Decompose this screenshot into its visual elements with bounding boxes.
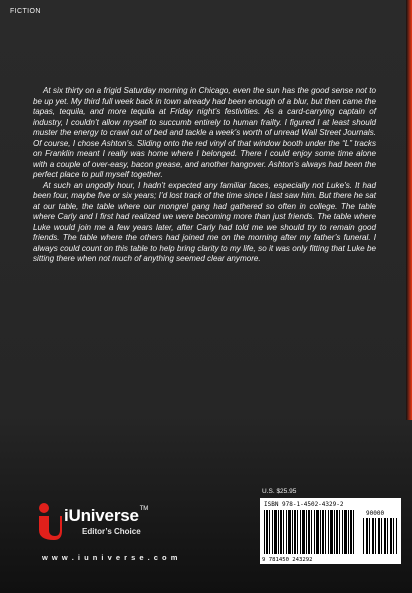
category-label: FICTION (10, 8, 41, 15)
back-cover-blurb (33, 86, 376, 265)
iuniverse-logo-icon (36, 502, 62, 540)
barcode-bars (264, 510, 356, 554)
red-edge-accent (406, 0, 412, 420)
publisher-logo (36, 498, 176, 548)
blurb-paragraph-1: At six thirty on a frigid Saturday morning in Chicago, even the sun has the good sense not to be up yet. My third full week back in town already had been enough of a blur, but then came the tapas, tequila, and more tequila at Friday night’s festivities. As a card-carrying captain of industry, I couldn’t allow myself to succumb entirely to human frailty. I figured I at least should muster the energy to crawl out of bed and tackle a week’s worth of unread Wall Street Journals. Of course, I chose Ashton’s. Sliding onto the red vinyl of that window booth under the “L” tracks on Franklin meant I really was home where I belonged. There I could enjoy some time alone with a couple of over-easy, bacon grease, and another hangover. Ashton’s always had been the perfect place to pull myself together. (33, 86, 376, 179)
barcode-addon-code: 90000 (366, 510, 385, 517)
blurb-paragraph-2: At such an ungodly hour, I hadn’t expected any familiar faces, especially not Luke’s. It had been four, maybe five or six years; I’d lost track of the time since I last saw him. But there he sat at our table, the table where our mongrel gang had gathered so often in college. The table where Carly and I first had realized we were becoming more than just friends. The table where Luke would join me a few years later, after Carly had told me we should try to remain good friends. The table where the others had joined me on the morning after my father’s funeral. I always could count on this table to help bring clarity to my life, so it was only fitting that Luke be sitting there when not much of anything seemed clear anymore. (33, 180, 376, 263)
isbn-number: ISBN 978-1-4502-4329-2 (264, 501, 344, 508)
price-label: U.S. $25.95 (262, 488, 297, 495)
publisher-website: w w w . i u n i v e r s e . c o m (42, 553, 179, 562)
publisher-name: iUniverse™ (64, 506, 149, 525)
publisher-tagline: Editor’s Choice (82, 527, 141, 536)
barcode-addon-bars (363, 518, 397, 554)
isbn-barcode (260, 498, 401, 564)
barcode-digits: 9 781450 243292 (262, 557, 313, 563)
